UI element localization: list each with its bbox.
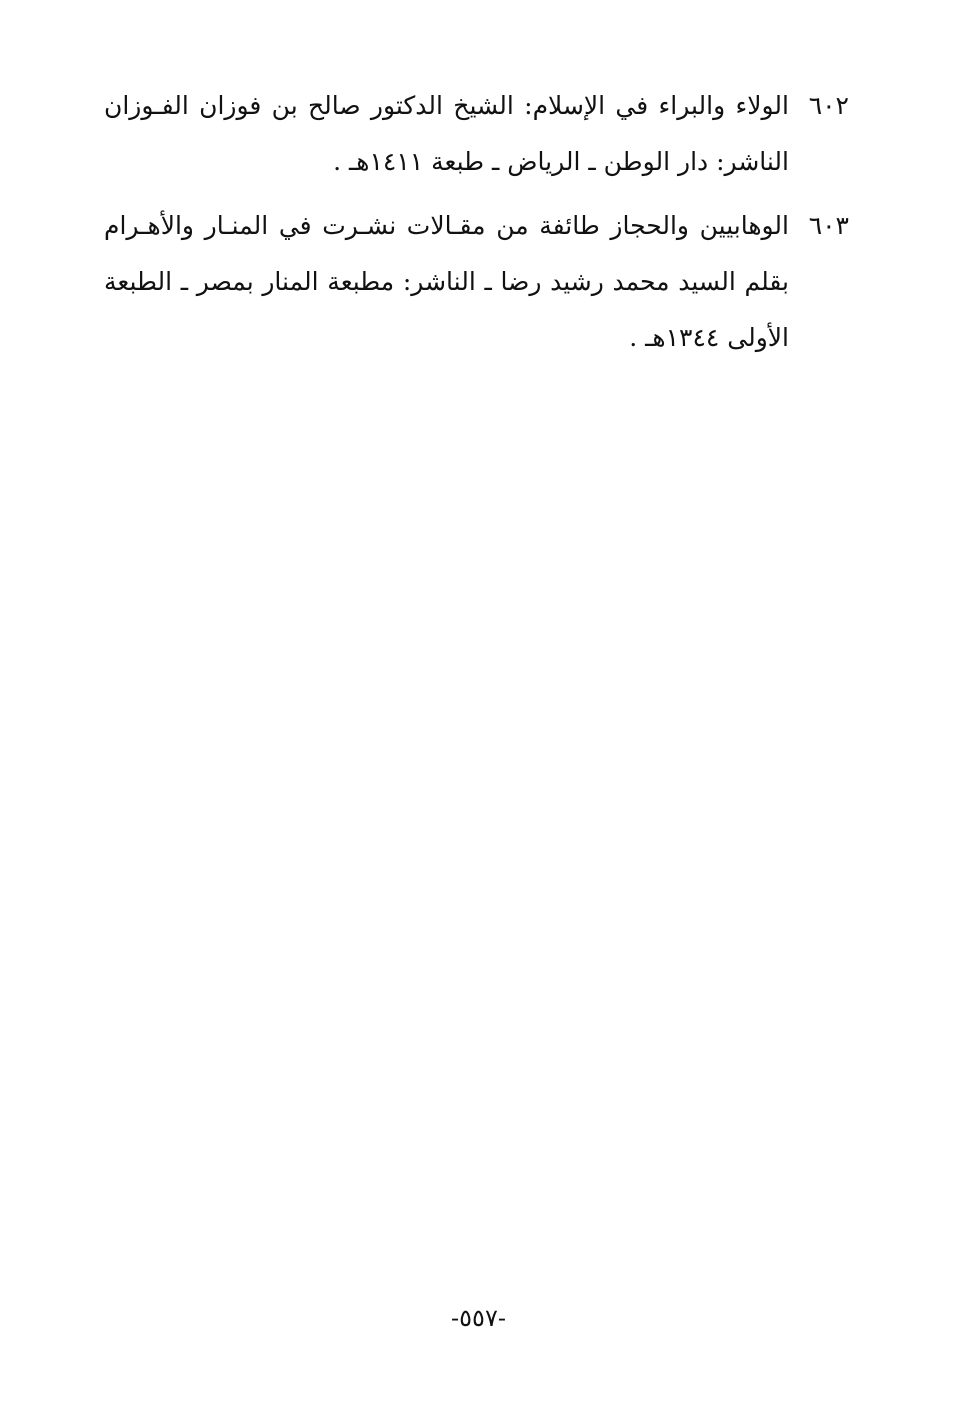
entry-line: بقلم السيد محمد رشيد رضا ـ الناشر: مطبعة المنار بمصر ـ الطبعة	[104, 267, 789, 296]
bibliography-list	[104, 78, 849, 374]
entry-number: ٦٠٢	[808, 91, 849, 120]
entry-text	[104, 78, 789, 190]
entry-line: الولاء والبراء في الإسلام: الشيخ الدكتور صالح بن فوزان الفـوزان	[104, 91, 789, 120]
entry-line: الأولى ١٣٤٤هـ .	[629, 323, 789, 352]
page-number: -٥٥٧-	[451, 1304, 506, 1332]
entry-text	[104, 198, 789, 366]
entry-line: الوهابيين والحجاز طائفة من مقـالات نشـرت في المنـار والأهـرام	[104, 211, 789, 240]
entry-line: الناشر: دار الوطن ـ الرياض ـ طبعة ١٤١١هـ .	[333, 147, 789, 176]
bibliography-entry	[104, 78, 849, 190]
entry-number: ٦٠٣	[808, 211, 849, 240]
bibliography-entry	[104, 198, 849, 366]
